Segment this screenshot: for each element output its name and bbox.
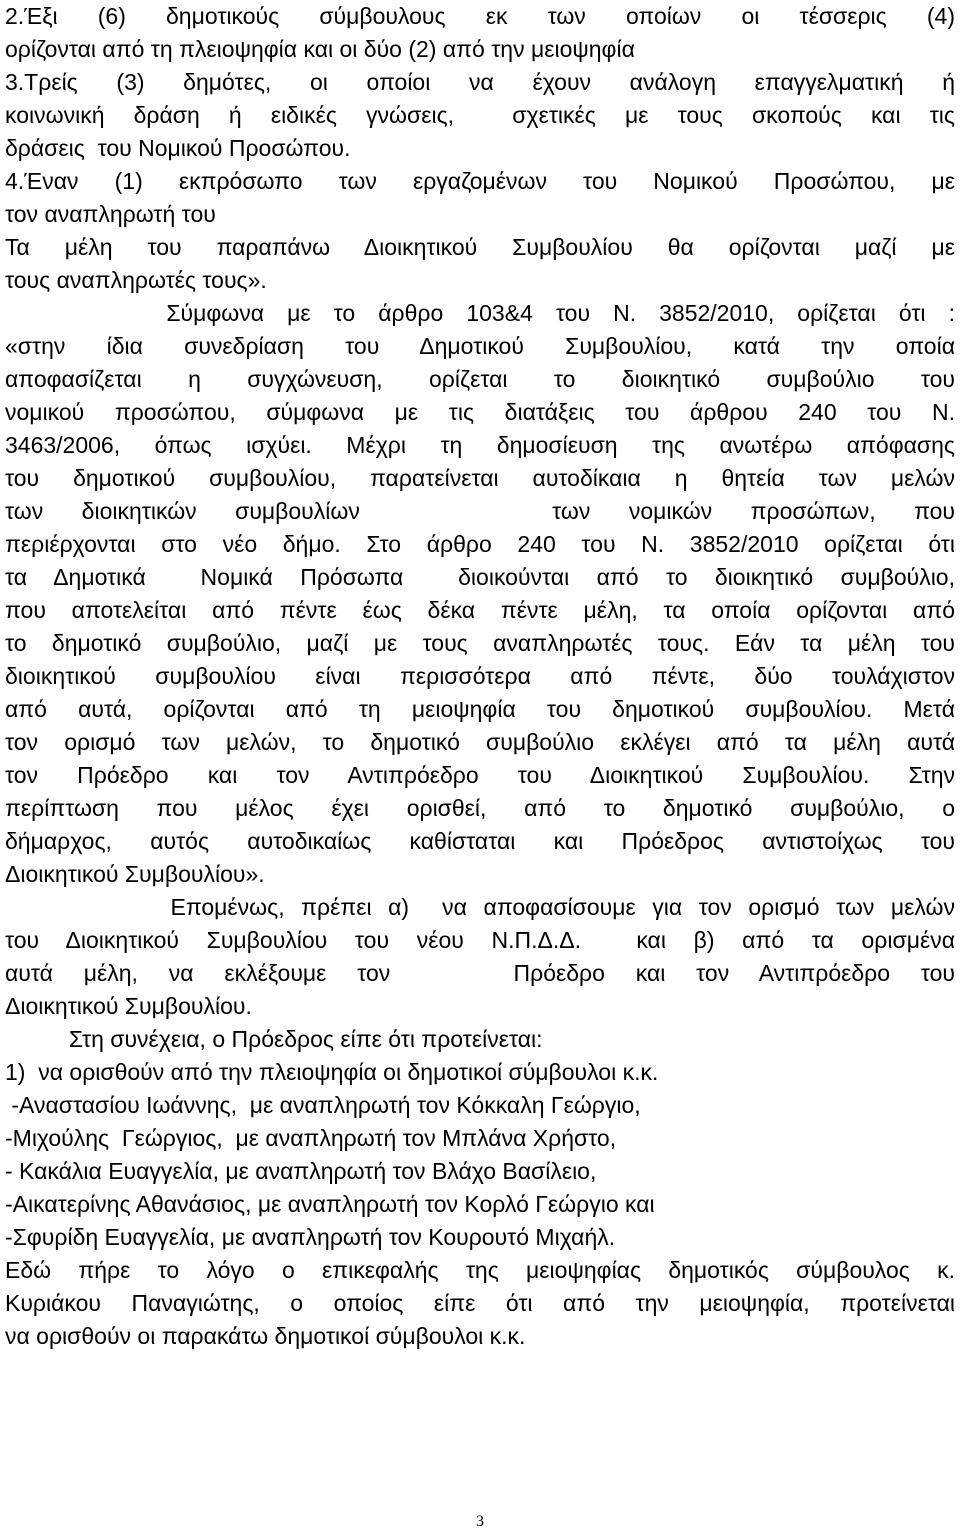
text-line: Επομένως, πρέπει α) να αποφασίσουμε για τον ορισμό των μελών [5,894,955,920]
text-line: που αποτελείται από πέντε έως δέκα πέντε μέλη, τα οποία ορίζονται από [5,597,955,623]
text-line: Τα μέλη του παραπάνω Διοικητικού Συμβουλίου θα ορίζονται μαζί με [5,234,955,260]
text-line: από αυτά, ορίζονται από τη μειοψηφία του δημοτικού συμβουλίου. Μετά [5,696,955,722]
text-line: τον αναπληρωτή του [5,201,216,227]
text-line: το δημοτικό συμβούλιο, μαζί με τους αναπληρωτές τους. Εάν τα μέλη του [5,630,955,656]
text-line: διοικητικού συμβουλίου είναι περισσότερα από πέντε, δύο τουλάχιστον [5,663,955,689]
text-line: του δημοτικού συμβουλίου, παρατείνεται αυτοδίκαια η θητεία των μελών [5,465,955,491]
text-line: τα Δημοτικά Νομικά Πρόσωπα διοικούνται από το διοικητικό συμβούλιο, [5,564,955,590]
page-number: 3 [476,1513,484,1530]
text-line: τους αναπληρωτές τους». [5,267,267,293]
text-line: -Αικατερίνης Αθανάσιος, με αναπληρωτή τον Κορλό Γεώργιο και [5,1191,655,1217]
text-line: Κυριάκου Παναγιώτης, ο οποίος είπε ότι από την μειοψηφία, προτείνεται [5,1290,955,1316]
text-line: 3463/2006, όπως ισχύει. Μέχρι τη δημοσίευση της ανωτέρω απόφασης [5,432,955,458]
text-line: δράσεις του Νομικού Προσώπου. [5,135,351,161]
text-line: 1) να ορισθούν από την πλειοψηφία οι δημοτικοί σύμβουλοι κ.κ. [5,1059,659,1085]
text-line: νομικού προσώπου, σύμφωνα με τις διατάξεις του άρθρου 240 του Ν. [5,399,955,425]
text-line: κοινωνική δράση ή ειδικές γνώσεις, σχετικές με τους σκοπούς και τις [5,102,955,128]
text-line: περίπτωση που μέλος έχει ορισθεί, από το δημοτικό συμβούλιο, ο [5,795,955,821]
text-line: τον Πρόεδρο και τον Αντιπρόεδρο του Διοικητικού Συμβουλίου. Στην [5,762,955,788]
text-line: ορίζονται από τη πλειοψηφία και οι δύο (2) από την μειοψηφία [5,36,635,62]
text-line: αυτά μέλη, να εκλέξουμε τον Πρόεδρο και τον Αντιπρόεδρο του [5,960,955,986]
text-line: - Κακάλια Ευαγγελία, με αναπληρωτή τον Βλάχο Βασίλειο, [5,1158,597,1184]
text-line: 2.Έξι (6) δημοτικούς σύμβουλους εκ των οποίων οι τέσσερις (4) [5,3,955,29]
text-line: δήμαρχος, αυτός αυτοδικαίως καθίσταται και Πρόεδρος αντιστοίχως του [5,828,955,854]
text-line: του Διοικητικού Συμβουλίου του νέου Ν.Π.Δ.Δ. και β) από τα ορισμένα [5,927,955,953]
text-line: Σύμφωνα με το άρθρο 103&4 του Ν. 3852/2010, ορίζεται ότι : [5,300,955,326]
text-line: Στη συνέχεια, ο Πρόεδρος είπε ότι προτείνεται: [5,1026,543,1052]
text-line: 3.Τρείς (3) δημότες, οι οποίοι να έχουν ανάλογη επαγγελματική ή [5,69,955,95]
text-line: Διοικητικού Συμβουλίου». [5,861,265,887]
text-line: -Σφυρίδη Ευαγγελία, με αναπληρωτή τον Κουρουτό Μιχαήλ. [5,1224,616,1250]
text-line: -Μιχούλης Γεώργιος, με αναπληρωτή τον Μπλάνα Χρήστο, [5,1125,617,1151]
text-line: Εδώ πήρε το λόγο ο επικεφαλής της μειοψηφίας δημοτικός σύμβουλος κ. [5,1257,955,1283]
text-line: 4.Έναν (1) εκπρόσωπο των εργαζομένων του Νομικού Προσώπου, με [5,168,955,194]
text-line: των διοικητικών συμβουλίων των νομικών προσώπων, που [5,498,955,524]
text-line: τον ορισμό των μελών, το δημοτικό συμβούλιο εκλέγει από τα μέλη αυτά [5,729,955,755]
text-line: -Αναστασίου Ιωάννης, με αναπληρωτή τον Κόκκαλη Γεώργιο, [5,1092,641,1118]
text-line: περιέρχονται στο νέο δήμο. Στο άρθρο 240 του Ν. 3852/2010 ορίζεται ότι [5,531,955,557]
text-line: αποφασίζεται η συγχώνευση, ορίζεται το διοικητικό συμβούλιο του [5,366,955,392]
document-body [5,0,955,1353]
text-line: να ορισθούν οι παρακάτω δημοτικοί σύμβουλοι κ.κ. [5,1323,526,1349]
text-line: Διοικητικού Συμβουλίου. [5,993,252,1019]
text-line: «στην ίδια συνεδρίαση του Δημοτικού Συμβουλίου, κατά την οποία [5,333,955,359]
